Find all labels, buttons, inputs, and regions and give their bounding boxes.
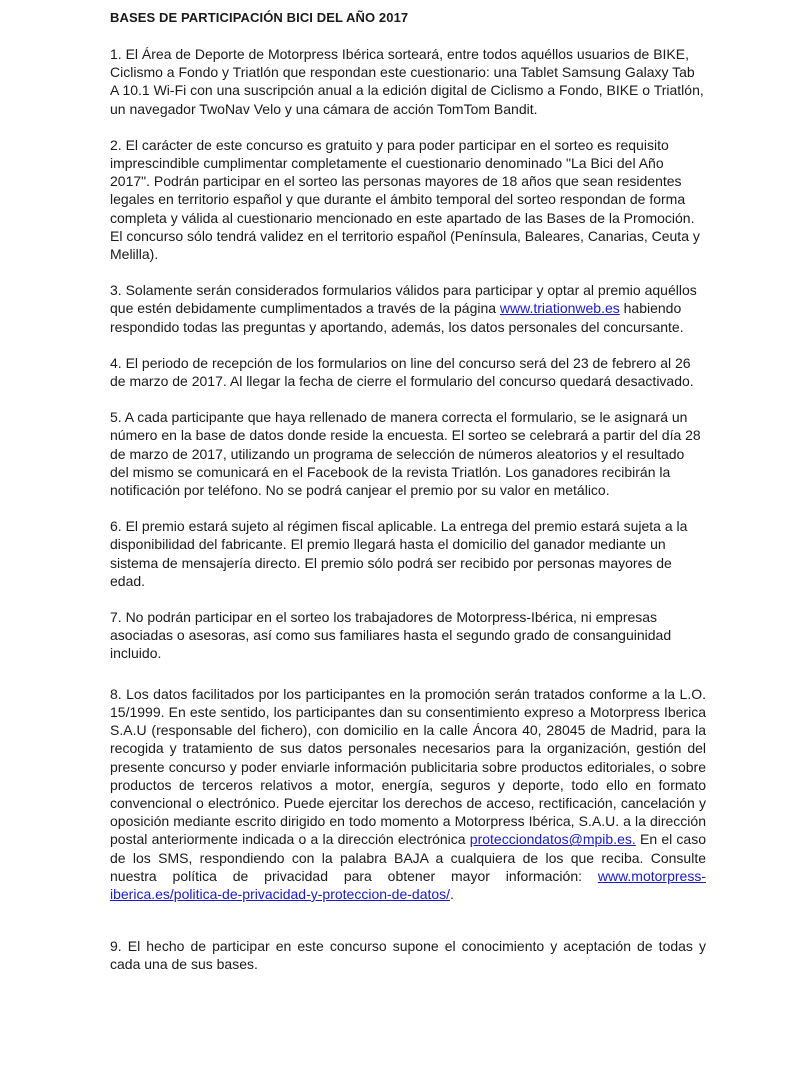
clause-3-text-end: habiendo respondido todas las preguntas y aportando, además, los datos personales del concursante.: [110, 300, 684, 335]
document-page: [110, 9, 706, 992]
email-link[interactable]: protecciondatos@mpib.es.: [469, 831, 636, 848]
triatlonweb-link[interactable]: www.triationweb.es: [499, 300, 620, 317]
clause-8-text-end: .: [450, 885, 454, 902]
clause-6: 6. El premio estará sujeto al régimen fiscal aplicable. La entrega del premio estará sujeta a la disponibilidad del fabricante. El premio llegará hasta el domicilio del ganador mediante un sistema de mensajería directo. El premio sólo podrá ser recibido por personas mayores de edad.: [110, 518, 688, 589]
clause-7: 7. No podrán participar en el sorteo los trabajadores de Motorpress-Ibérica, ni empresas asociadas o asesoras, así como sus familiares hasta el segundo grado de consanguinidad incluido.: [110, 609, 672, 662]
clause-9: 9. El hecho de participar en este concurso supone el conocimiento y aceptación de todas y cada una de sus bases.: [110, 938, 706, 973]
clause-1: 1. El Área de Deporte de Motorpress Ibérica sorteará, entre todos aquéllos usuarios de BIKE, Ciclismo a Fondo y Triatlón que respondan este cuestionario: una Tablet Samsung Galaxy Tab A 10.1 Wi-Fi con una suscripción anual a la edición digital de Ciclismo a Fondo, BIKE o Triatlón, un navegador TwoNav Velo y una cámara de acción TomTom Bandit.: [110, 46, 704, 117]
clause-3: [110, 281, 706, 336]
clause-8-text-middle: En el caso de los SMS, respondiendo con la palabra BAJA a cualquiera de los que reciba. Consulte nuestra política de privacidad para obtener mayor información:: [110, 831, 706, 884]
document-title: BASES DE PARTICIPACIÓN BICI DEL AÑO 2017: [110, 10, 409, 25]
clause-8: [110, 685, 706, 903]
clause-2: 2. El carácter de este concurso es gratuito y para poder participar en el sorteo es requisito imprescindible cumplimentar completamente el cuestionario denominado "La Bici del Año 2017". Podrán participar en el sorteo las personas mayores de 18 años que sean residentes legales en territorio español y que durante el ámbito temporal del sorteo respondan de forma completa y válida al cuestionario mencionado en este apartado de las Bases de la Promoción. El concurso sólo tendrá validez en el territorio español (Península, Baleares, Canarias, Ceuta y Melilla).: [110, 136, 700, 263]
clause-3-text-start: 3. Solamente serán considerados formularios válidos para participar y optar al premio aquéllos que estén debidamente cumplimentados a través de la página: [110, 282, 697, 317]
clause-5: 5. A cada participante que haya rellenado de manera correcta el formulario, se le asignará un número en la base de datos donde reside la encuesta. El sorteo se celebrará a partir del día 28 de marzo de 2017, utilizando un programa de selección de números aleatorios y el resultado del mismo se comunicará en el Facebook de la revista Triatlón. Los ganadores recibirán la notificación por teléfono. No se podrá canjear el premio por su valor en metálico.: [110, 409, 701, 499]
clause-8-text-start: 8. Los datos facilitados por los participantes en la promoción serán tratados conforme a la L.O. 15/1999. En este sentido, los participantes dan su consentimiento expreso a Motorpress Iberica S.A.U (responsable del fichero), con domicilio en la calle Áncora 40, 28045 de Madrid, para la recogida y tratamiento de sus datos personales necesarios para la organización, gestión del presente concurso y poder enviarle información publicitaria sobre productos editoriales, o sobre productos de terceros relativos a motor, energía, seguros y deporte, todo ello en formato convencional o electrónico. Puede ejercitar los derechos de acceso, rectificación, cancelación y oposición mediante escrito dirigido en todo momento a Motorpress Ibérica, S.A.U. a la dirección postal anteriormente indicada o a la dirección electrónica: [110, 685, 706, 848]
privacy-policy-link[interactable]: www.motorpress-iberica.es/politica-de-privacidad-y-proteccion-de-datos/: [110, 867, 706, 902]
clause-4: 4. El periodo de recepción de los formularios on line del concurso será del 23 de febrero al 26 de marzo de 2017. Al llegar la fecha de cierre el formulario del concurso quedará desactivado.: [110, 354, 694, 390]
